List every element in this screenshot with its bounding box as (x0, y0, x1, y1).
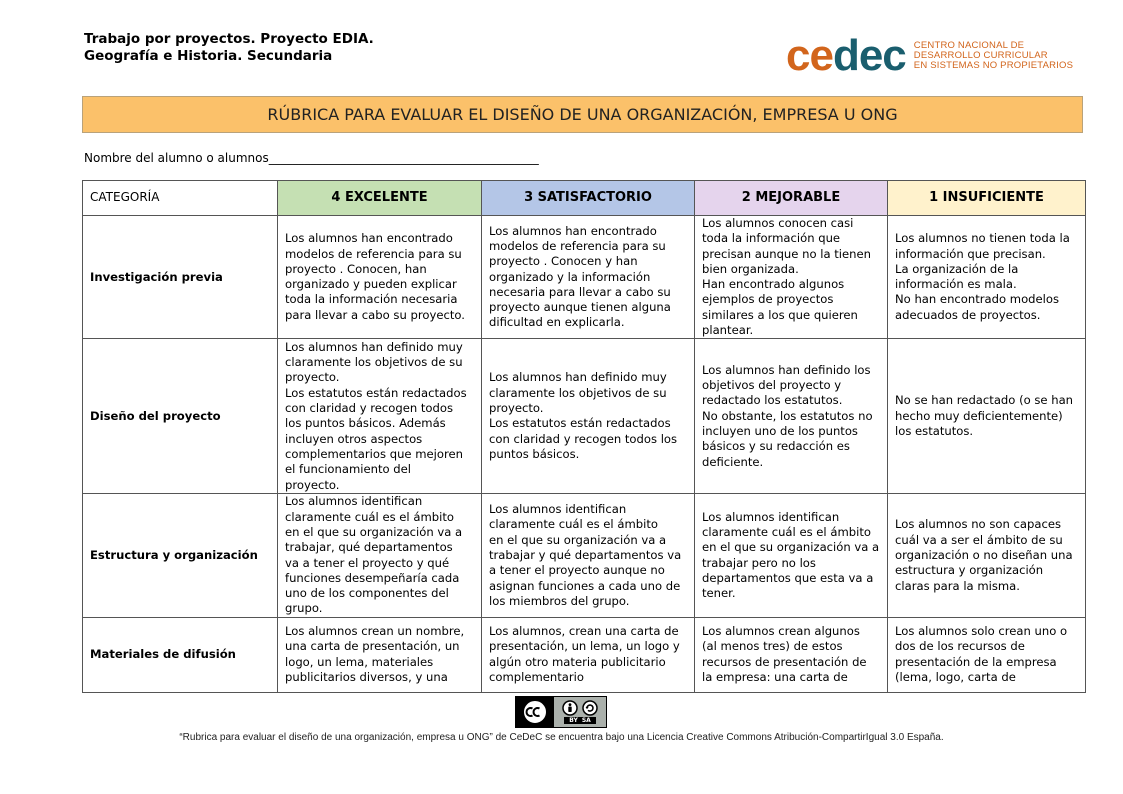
rubric-title-banner (82, 96, 1083, 133)
rubric-title: RÚBRICA PARA EVALUAR EL DISEÑO DE UNA ORGANIZACIÓN, EMPRESA U ONG (267, 105, 898, 124)
cell-text-line: los estatutos. (895, 424, 974, 439)
cell-text-line: Los alumnos identifican (489, 502, 627, 517)
logo-tagline-line: DESARROLLO CURRICULAR (913, 50, 1048, 61)
rubric-table (82, 180, 1086, 693)
cedec-logo (786, 31, 1074, 80)
cell-text-line: Los estatutos están redactados (489, 416, 671, 431)
cell-text-line: el funcionamiento del (285, 462, 411, 477)
rubric-cell-level-4 (278, 216, 482, 339)
cell-text-line: bien organizada. (702, 261, 799, 276)
cell-text-line: claramente cuál es el ámbito (285, 509, 454, 524)
cell-text-line: funciones desempeñaría cada (285, 570, 460, 585)
cell-text-line: departamentos que esta va a (702, 570, 874, 585)
cell-text-line: Los alumnos, crean una carta de (489, 624, 679, 639)
cell-text-line: en el que su organización va a (702, 540, 880, 555)
header-level-1: 1 INSUFICIENTE (888, 181, 1086, 216)
rubric-cell-level-3 (482, 494, 695, 617)
table-row (83, 494, 1086, 617)
logo-tagline (914, 41, 1073, 71)
cell-text-line: información es mala. (895, 277, 1017, 292)
category-label: Investigación previa (83, 216, 278, 339)
cell-text-line: logo, un lema, materiales (285, 654, 434, 669)
header-line-1: Trabajo por proyectos. Proyecto EDIA. (84, 31, 374, 47)
cell-text-line: Los estatutos están redactados (285, 385, 467, 400)
cell-text-line: básicos y su redacción es (702, 439, 850, 454)
cell-text-line: ejemplos de proyectos (702, 292, 834, 307)
cell-text-line: recursos de presentación de (702, 654, 867, 669)
cell-text-line: Los alumnos crean algunos (702, 624, 860, 639)
cell-text-line: tener. (702, 586, 736, 601)
cell-text-line: modelos de referencia para su (489, 238, 666, 253)
header-level-3: 3 SATISFACTORIO (482, 181, 695, 216)
document-header (84, 31, 374, 65)
cc-tag-sa: SA (581, 717, 591, 724)
logo-word-part2: dec (832, 31, 906, 80)
cell-text-line: objetivos del proyecto y (702, 378, 842, 393)
cc-tag-by: BY (569, 717, 578, 724)
cell-text-line: una carta de presentación, un (285, 639, 460, 654)
cell-text-line: en el que su organización va a (489, 532, 667, 547)
cell-text-line: en el que su organización va a (285, 524, 463, 539)
cell-text-line: claramente los objetivos de su (489, 385, 667, 400)
cell-text-line: La organización de la (895, 261, 1019, 276)
rubric-cell-level-4 (278, 617, 482, 692)
cell-text-line: No se han redactado (o se han (895, 393, 1074, 408)
logo-tagline-line: EN SISTEMAS NO PROPIETARIOS (913, 60, 1074, 71)
cell-text-line: claramente los objetivos de su (285, 355, 463, 370)
cell-text-line: Los alumnos solo crean uno o (895, 624, 1068, 639)
cell-text-line: claramente cuál es el ámbito (489, 517, 658, 532)
cell-text-line: trabajar y qué departamentos va (489, 547, 682, 562)
cell-text-line: uno de los componentes del (285, 586, 449, 601)
cell-text-line: necesaria para llevar a cabo su (489, 284, 671, 299)
cell-text-line: publicitarios diversos, y una (285, 670, 448, 685)
table-row (83, 339, 1086, 494)
rubric-cell-level-2 (695, 339, 888, 494)
cell-text-line: claramente cuál es el ámbito (702, 524, 871, 539)
cell-text-line: plantear. (702, 323, 754, 338)
cell-text-line: Los alumnos no son capaces (895, 517, 1061, 532)
cell-text-line: toda la información que (702, 231, 841, 246)
header-level-4: 4 EXCELENTE (278, 181, 482, 216)
cell-text-line: claras para la misma. (895, 578, 1020, 593)
rubric-cell-level-1 (888, 339, 1086, 494)
cell-text-line: toda la información necesaria (285, 292, 458, 307)
cell-text-line: la empresa: una carta de (702, 670, 848, 685)
cell-text-line: trabajar, qué departamentos (285, 540, 453, 555)
cell-text-line: Los alumnos identifican (285, 494, 423, 509)
logo-word-part1: ce (786, 31, 833, 80)
rubric-cell-level-1 (888, 617, 1086, 692)
rubric-cell-level-2 (695, 216, 888, 339)
cell-text-line: deficiente. (702, 454, 764, 469)
cell-text-line: presentación, un lema, un logo y (489, 639, 680, 654)
cell-text-line: (lema, logo, carta de (895, 670, 1016, 685)
attribution-icon (562, 700, 578, 716)
cell-text-line: redactado los estatutos. (702, 393, 843, 408)
header-category: CATEGORÍA (83, 181, 278, 216)
rubric-cell-level-3 (482, 617, 695, 692)
cell-text-line: No han encontrado modelos (895, 292, 1060, 307)
cell-text-line: complementarios que mejoren (285, 446, 463, 461)
cell-text-line: incluyen uno de los puntos (702, 424, 858, 439)
cell-text-line: Los alumnos han definido muy (285, 339, 463, 354)
cell-text-line: similares a los que quieren (702, 307, 858, 322)
logo-tagline-line: CENTRO NACIONAL DE (913, 40, 1025, 51)
share-alike-icon (582, 700, 598, 716)
cell-text-line: con claridad y recogen todos los (489, 431, 678, 446)
creative-commons-badge[interactable] (515, 696, 607, 728)
header-level-2: 2 MEJORABLE (695, 181, 888, 216)
table-header-row (83, 181, 1086, 216)
cell-text-line: proyecto. (489, 401, 544, 416)
rubric-cell-level-4 (278, 339, 482, 494)
cc-logo-icon (516, 697, 554, 727)
cell-text-line: presentación de la empresa (895, 654, 1057, 669)
cell-text-line: Los alumnos identifican (702, 509, 840, 524)
table-row (83, 216, 1086, 339)
cell-text-line: complementario (489, 670, 584, 685)
cell-text-line: estructura y organización (895, 563, 1044, 578)
header-line-2: Geografía e Historia. Secundaria (84, 48, 333, 64)
rubric-cell-level-3 (482, 216, 695, 339)
cell-text-line: grupo. (285, 601, 323, 616)
cell-text-line: (al menos tres) de estos (702, 639, 843, 654)
rubric-cell-level-2 (695, 494, 888, 617)
student-name-line: Nombre del alumno o alumnos_____________________________________________ (84, 151, 539, 165)
cell-text-line: Han encontrado algunos (702, 277, 845, 292)
rubric-cell-level-4 (278, 494, 482, 617)
rubric-cell-level-2 (695, 617, 888, 692)
cell-text-line: proyecto . Conocen, han (285, 261, 427, 276)
cell-text-line: adecuados de proyectos. (895, 307, 1041, 322)
cell-text-line: asignan funciones a cada uno de (489, 578, 681, 593)
table-row (83, 617, 1086, 692)
cell-text-line: trabajar pero no los (702, 555, 816, 570)
category-label: Materiales de difusión (83, 617, 278, 692)
cell-text-line: a tener el proyecto aunque no (489, 563, 665, 578)
logo-wordmark (786, 31, 906, 80)
cell-text-line: va a tener el proyecto y qué (285, 555, 450, 570)
category-label: Diseño del proyecto (83, 339, 278, 494)
cell-text-line: con claridad y recogen todos (285, 401, 454, 416)
cell-text-line: dos de los recursos de (895, 639, 1025, 654)
cell-text-line: precisan aunque no la tienen (702, 246, 871, 261)
cell-text-line: los miembros del grupo. (489, 593, 630, 608)
cell-text-line: incluyen otros aspectos (285, 431, 423, 446)
cell-text-line: algún otro materia publicitario (489, 654, 666, 669)
cell-text-line: dificultad en explicarla. (489, 315, 625, 330)
license-caption: “Rubrica para evaluar el diseño de una organización, empresa u ONG” de CeDeC se encuentra bajo una Licencia Creative Commons Atribución-CompartirIgual 3.0 España. (179, 732, 944, 743)
cell-text-line: organizado y pueden explicar (285, 277, 457, 292)
cell-text-line: Los alumnos crean un nombre, (285, 624, 465, 639)
cell-text-line: hecho muy deficientemente) (895, 408, 1063, 423)
cell-text-line: para llevar a cabo su proyecto. (285, 307, 465, 322)
rubric-cell-level-3 (482, 339, 695, 494)
category-label: Estructura y organización (83, 494, 278, 617)
cell-text-line: Los alumnos han encontrado (285, 231, 453, 246)
cell-text-line: proyecto. (285, 477, 340, 492)
cell-text-line: Los alumnos han definido los (702, 362, 871, 377)
cell-text-line: No obstante, los estatutos no (702, 408, 873, 423)
cell-text-line: proyecto . Conocen y han (489, 254, 638, 269)
cell-text-line: Los alumnos conocen casi (702, 216, 854, 230)
cell-text-line: puntos básicos. (489, 446, 580, 461)
cell-text-line: cuál va a ser el ámbito de su (895, 532, 1063, 547)
cell-text-line: los puntos básicos. Además (285, 416, 446, 431)
cell-text-line: organizado y la información (489, 269, 651, 284)
cell-text-line: proyecto. (285, 370, 340, 385)
cell-text-line: modelos de referencia para su (285, 246, 462, 261)
cell-text-line: información que precisan. (895, 246, 1046, 261)
cell-text-line: Los alumnos han encontrado (489, 223, 657, 238)
cell-text-line: organización o no diseñan una (895, 547, 1073, 562)
cell-text-line: Los alumnos han definido muy (489, 370, 667, 385)
cell-text-line: Los alumnos no tienen toda la (895, 231, 1070, 246)
rubric-cell-level-1 (888, 494, 1086, 617)
cc-terms (554, 697, 606, 727)
rubric-cell-level-1 (888, 216, 1086, 339)
cell-text-line: proyecto aunque tienen alguna (489, 300, 671, 315)
